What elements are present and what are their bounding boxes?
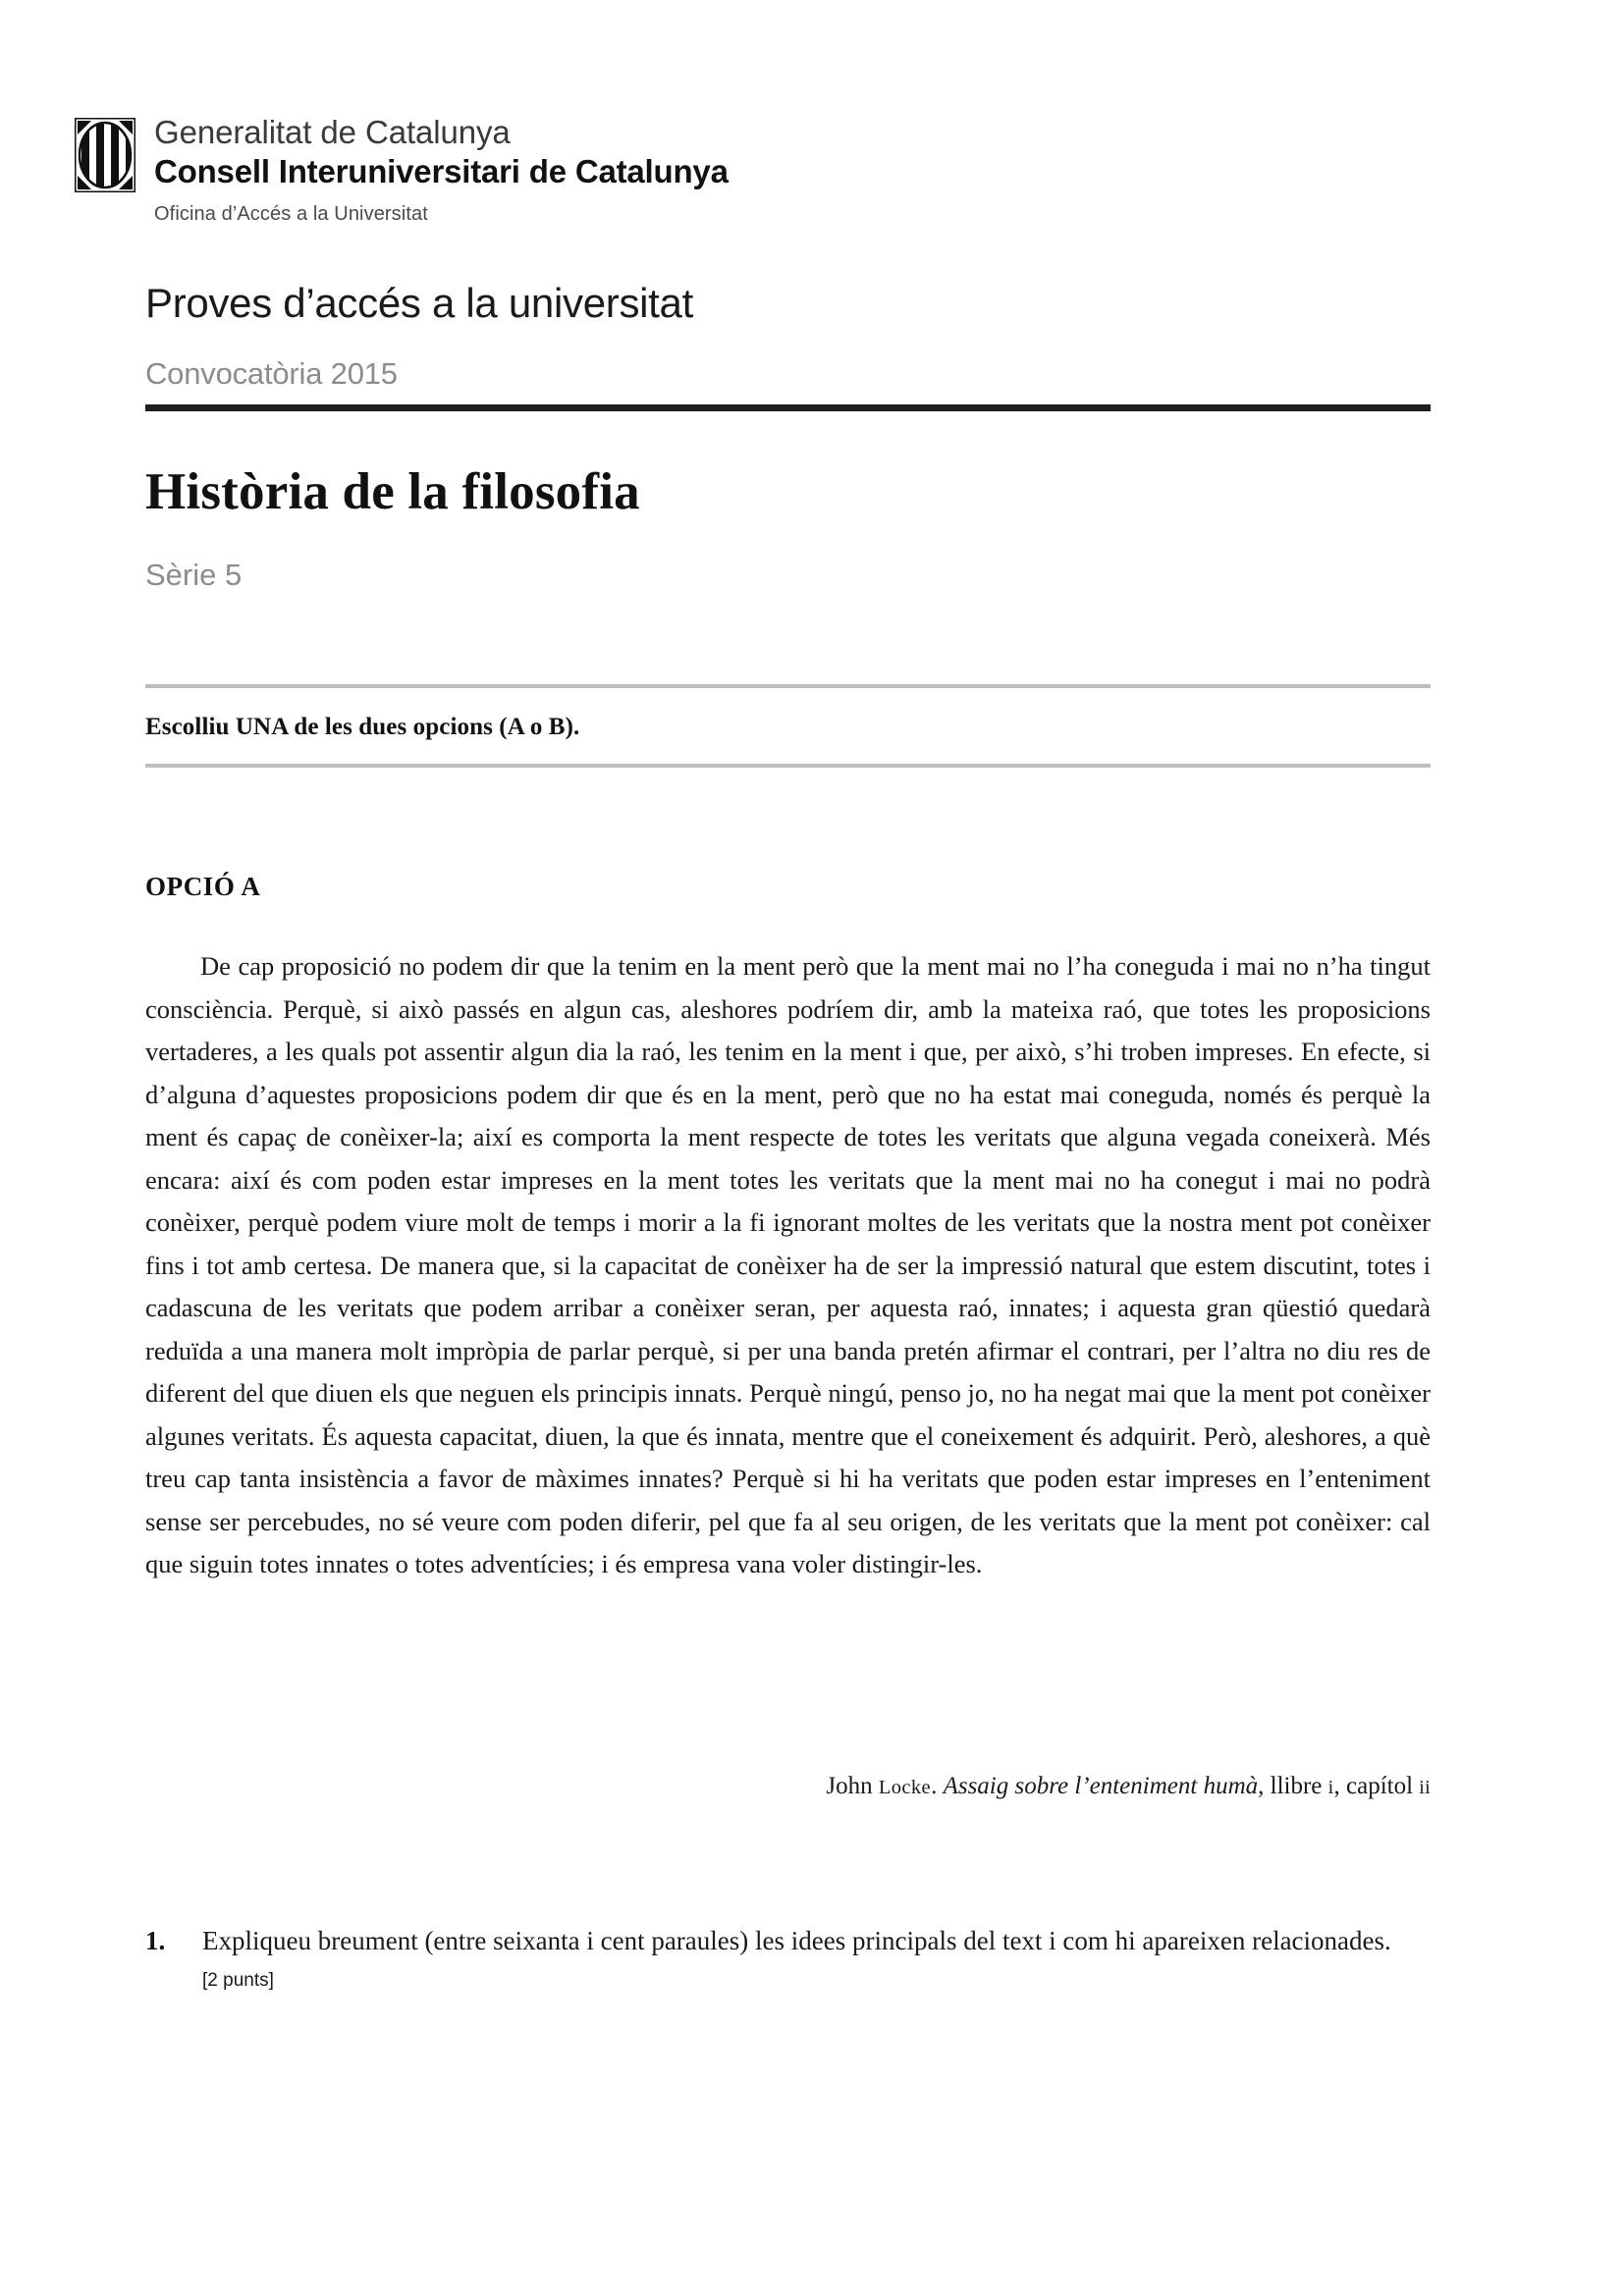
org-name-generalitat: Generalitat de Catalunya	[154, 114, 511, 150]
question-points: [2 punts]	[202, 1970, 274, 1991]
attribution-book-number: i	[1327, 1777, 1334, 1798]
instruction-text: Escolliu UNA de les dues opcions (A o B).	[145, 714, 580, 740]
source-attribution	[145, 1773, 1431, 1800]
org-name-oficina: Oficina d’Accés a la Universitat	[154, 203, 428, 225]
subject-title: Història de la filosofia	[145, 463, 640, 520]
passage-text: De cap proposició no podem dir que la tenim en la ment però que la ment mai no l’ha coneguda i mai no n’ha tingut consciència. Perquè, si això passés en algun cas, aleshores podríem dir, amb la mateixa raó, que totes les proposicions vertaderes, a les quals pot assentir algun dia la raó, les tenim en la ment i que, per això, s’hi troben impreses. En efecte, si d’alguna d’aquestes proposicions podem dir que és en la ment, però que no ha estat mai coneguda, només és perquè la ment és capaç de conèixer-la; així es comporta la ment respecte de totes les veritats que alguna vegada coneixerà. Més encara: així és com poden estar impreses en la ment totes les veritats que la ment mai no ha conegut i mai no podrà conèixer, perquè podem viure molt de temps i morir a la fi ignorant moltes de les veritats que la nostra ment pot conèixer fins i tot amb certesa. De manera que, si la capacitat de conèixer ha de ser la impressió natural que estem discutint, totes i cadascuna de les veritats que podem arribar a conèixer seran, per aquesta raó, innates; i aquesta gran qüestió quedarà reduïda a una manera molt impròpia de parlar perquè, si per una banda pretén afirmar el contrari, per l’altra no diu res de diferent del que diuen els que neguen els principis innats. Perquè ningú, penso jo, no ha negat mai que la ment pot conèixer algunes veritats. És aquesta capacitat, diuen, la que és innata, mentre que el coneixement és adquirit. Però, aleshores, a què treu cap tanta insistència a favor de màximes innates? Perquè si hi ha veritats que poden estar impreses en l’enteniment sense ser percebudes, no sé veure com poden diferir, pel que fa al seu origen, de les veritats que la ment pot conèixer: cal que siguin totes innates o totes adventícies; i és empresa vana voler distingir-les.	[145, 951, 1431, 1578]
instruction-divider-top	[145, 684, 1431, 688]
attribution-author-first: John	[826, 1773, 879, 1799]
organisation-names	[154, 116, 729, 224]
attribution-separator: .	[931, 1773, 944, 1799]
org-name-consell: Consell Interuniversitari de Catalunya	[154, 153, 729, 189]
attribution-chapter-prefix: , capítol	[1333, 1773, 1420, 1799]
option-heading: OPCIÓ A	[145, 872, 261, 901]
instruction-divider-bottom	[145, 764, 1431, 768]
question-number: 1.	[145, 1926, 166, 1955]
attribution-author-last: Locke	[878, 1777, 932, 1798]
series-label: Sèrie 5	[145, 558, 243, 592]
attribution-chapter-number: ii	[1419, 1777, 1431, 1798]
attribution-book-prefix: , llibre	[1258, 1773, 1328, 1799]
exam-title: Proves d’accés a la universitat	[145, 280, 693, 326]
exam-session: Convocatòria 2015	[145, 356, 398, 391]
question-item	[145, 1919, 1431, 1992]
attribution-work-title: Assaig sobre l’enteniment humà	[943, 1773, 1259, 1799]
question-body	[202, 1919, 1431, 1992]
header-divider	[145, 404, 1431, 411]
question-text: Expliqueu breument (entre seixanta i cent paraules) les idees principals del text i com hi apareixen relacionades.	[202, 1926, 1391, 1955]
generalitat-catalunya-senyera-logo-icon	[75, 118, 135, 192]
masthead	[75, 116, 729, 224]
